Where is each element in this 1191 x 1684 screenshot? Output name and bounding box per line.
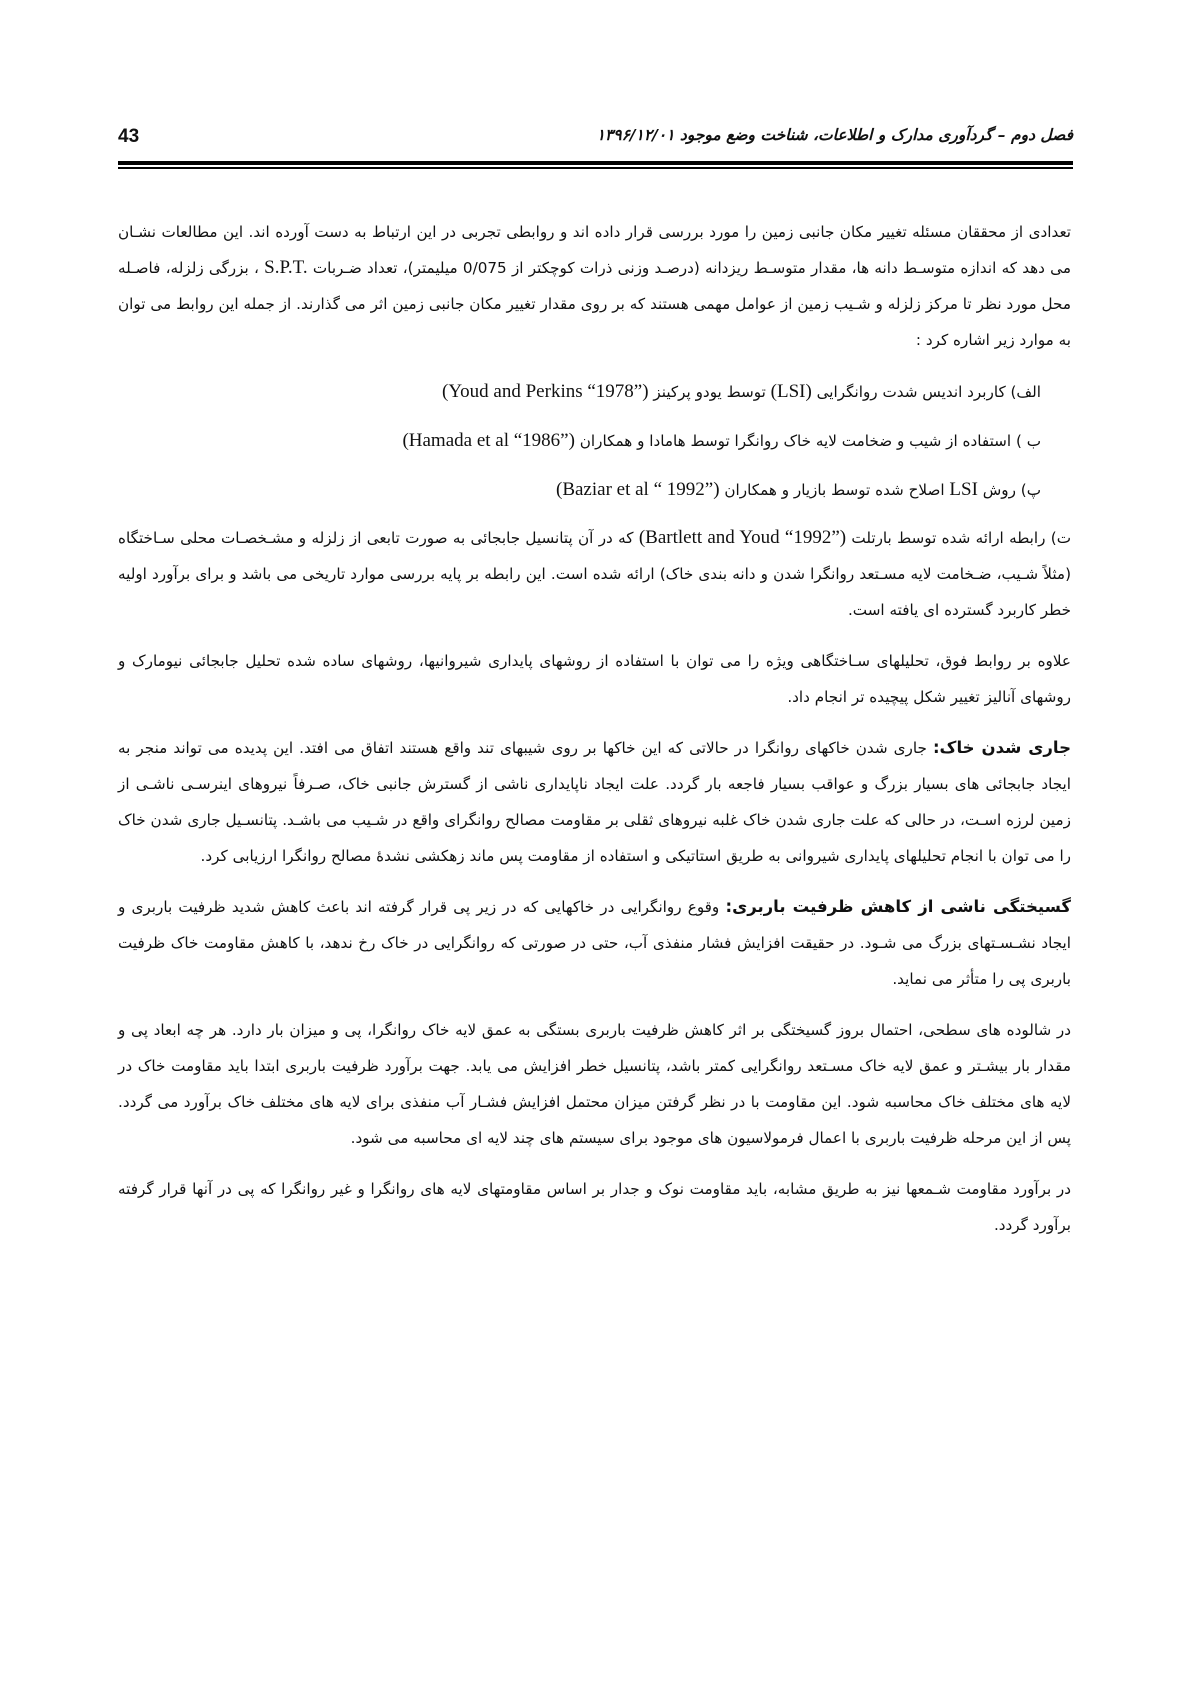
running-title: فصل دوم – گردآوری مدارک و اطلاعات، شناخت وضع موجود ۱۳۹۶/۱۲/۰۱ <box>596 126 1073 144</box>
spt-term: S.P.T. <box>264 257 308 278</box>
paragraph-bearing-failure <box>118 889 1071 997</box>
paragraph-site-analysis: علاوه بر روابط فوق، تحلیلهای سـاختگاهی ویژه را می توان با استفاده از روشهای پایداری شیروانیها، روشهای ساده شده تحلیل جابجائی نیومارک و روشهای آنالیز تغییر شکل پیچیده تر انجام داد. <box>118 652 1071 706</box>
item-a-mid: توسط یودو پرکینز <box>648 383 771 401</box>
item-d-reference: (Bartlett and Youd “1992”) <box>638 527 847 548</box>
intro-text-b: ، بزرگی زلزله، فاصـله محل مورد نظر تا مرکز زلزله و شـیب زمین از عوامل مهمی هستند که بر روی مقدار تغییر مکان جانبی زمین اثر می گذارند. از جمله این روابط می توان به موارد زیر اشاره کرد : <box>118 259 1071 349</box>
paragraph-soil-flow <box>118 730 1071 874</box>
item-c-lsi: LSI <box>949 479 978 500</box>
item-c-text: پ) روش <box>977 481 1041 499</box>
list-item-d <box>118 520 1071 628</box>
header-rule-thin <box>118 167 1073 169</box>
bearing-failure-heading: گسیختگی ناشی از کاهش ظرفیت باربری: <box>725 897 1071 916</box>
page-header <box>118 112 1073 156</box>
list-item-c <box>118 471 1071 509</box>
paragraph-shallow-foundations: در شالوده های سطحی، احتمال بروز گسیختگی بر اثر کاهش ظرفیت باربری بستگی به عمق لایه خاک روانگرا، پی و میزان بار دارد. هر چه ابعاد پی و مقدار بار بیشـتر و عمق لایه خاک مسـتعد روانگرایی کمتر باشد، پتانسیل خطر افزایش می یابد. جهت برآورد ظرفیت باربری ابتدا باید مقاومت خاک در لایه های مختلف خاک محاسبه شود. این مقاومت با در نظر گرفتن میزان محتمل افزایش فشـار آب منفذی برای لایه های مختلف خاک برآورد می گردد. پس از این مرحله ظرفیت باربری با اعمال فرمولاسیون های موجود برای سیستم های چند لایه ای محاسبه می شود. <box>118 1021 1071 1147</box>
page-number: 43 <box>118 126 140 147</box>
soil-flow-body: جاری شدن خاکهای روانگرا در حالاتی که این خاکها بر روی شیبهای تند واقع هستند اتفاق می افتد. این پدیده می تواند منجر به ایجاد جابجائی های بسیار بزرگ و عواقب بسیار فاجعه بار گردد. علت ایجاد ناپایداری ناشی از گسترش جانبی خاک، صـرفاً نیروهای اینرسـی ناشـی از زمین لرزه اسـت، در حالی که علت جاری شدن خاک غلبه نیروهای ثقلی بر مقاومت مصالح روانگرای واقع در شـیب می باشـد. پتانسـیل جاری شدن خاک را می توان با انجام تحلیلهای پایداری شیروانی به طریق استاتیکی و استفاده از مقاومت پس ماند زهکشی نشدهٔ مصالح روانگرا ارزیابی کرد. <box>118 739 1071 865</box>
item-a-lsi: (LSI) <box>770 381 812 402</box>
list-item-a <box>118 373 1071 411</box>
item-c-reference: (Baziar et al “ 1992”) <box>556 479 720 500</box>
paragraph-piles: در برآورد مقاومت شـمعها نیز به طریق مشابه، باید مقاومت نوک و جدار بر اساس مقاومتهای لایه های روانگرا و غیر روانگرا که پی در آنها قرار گرفته برآورد گردد. <box>118 1180 1071 1234</box>
page-body <box>118 214 1071 1258</box>
intro-text-a: تعدادی از محققان مسئله تغییر مکان جانبی زمین را مورد بررسی قرار داده اند و روابطی تجربی در این ارتباط به دست آورده اند. این مطالعات نشـان می دهد که اندازه متوسـط دانه ها، مقدار متوسـط ریزدانه (درصـد وزنی ذرات کوچکتر از 0/075 میلیمتر)، تعداد ضـربات <box>118 223 1071 277</box>
paragraph-intro <box>118 214 1071 358</box>
item-a-reference: (Youd and Perkins “1978”) <box>442 381 649 402</box>
header-rule-thick <box>118 161 1073 165</box>
bearing-failure-body: وقوع روانگرایی در خاکهایی که در زیر پی قرار گرفته اند باعث کاهش شدید ظرفیت باربری و ایجاد نشـسـتهای بزرگ می شـود. در حقیقت افزایش فشار منفذی آب، حتی در صورتی که روانگرایی در خاک رخ ندهد، با کاهش مقاومت خاک ظرفیت باربری پی را متأثر می نماید. <box>118 898 1071 988</box>
item-d-text: ت) رابطه ارائه شده توسط بارتلت <box>846 529 1071 547</box>
item-b-text: ب ) استفاده از شیب و ضخامت لایه خاک روانگرا توسط هامادا و همکاران <box>574 432 1041 450</box>
item-c-mid: اصلاح شده توسط بازیار و همکاران <box>719 481 950 499</box>
item-a-text: الف) کاربرد اندیس شدت روانگرایی <box>811 383 1041 401</box>
item-b-reference: (Hamada et al “1986”) <box>402 430 575 451</box>
item-d-body: که در آن پتانسیل جابجائی به صورت تابعی از زلزله و مشـخصـات محلی سـاختگاه (مثلاً شـیب، ضـخامت لایه مسـتعد روانگرا شدن و دانه بندی خاک) ارائه شده است. این رابطه بر پایه بررسی موارد تاریخی می باشد و برای برآورد اولیه خطر کاربرد گسترده ای یافته است. <box>118 529 1071 619</box>
list-item-b <box>118 422 1071 460</box>
soil-flow-heading: جاری شدن خاک: <box>932 738 1071 757</box>
